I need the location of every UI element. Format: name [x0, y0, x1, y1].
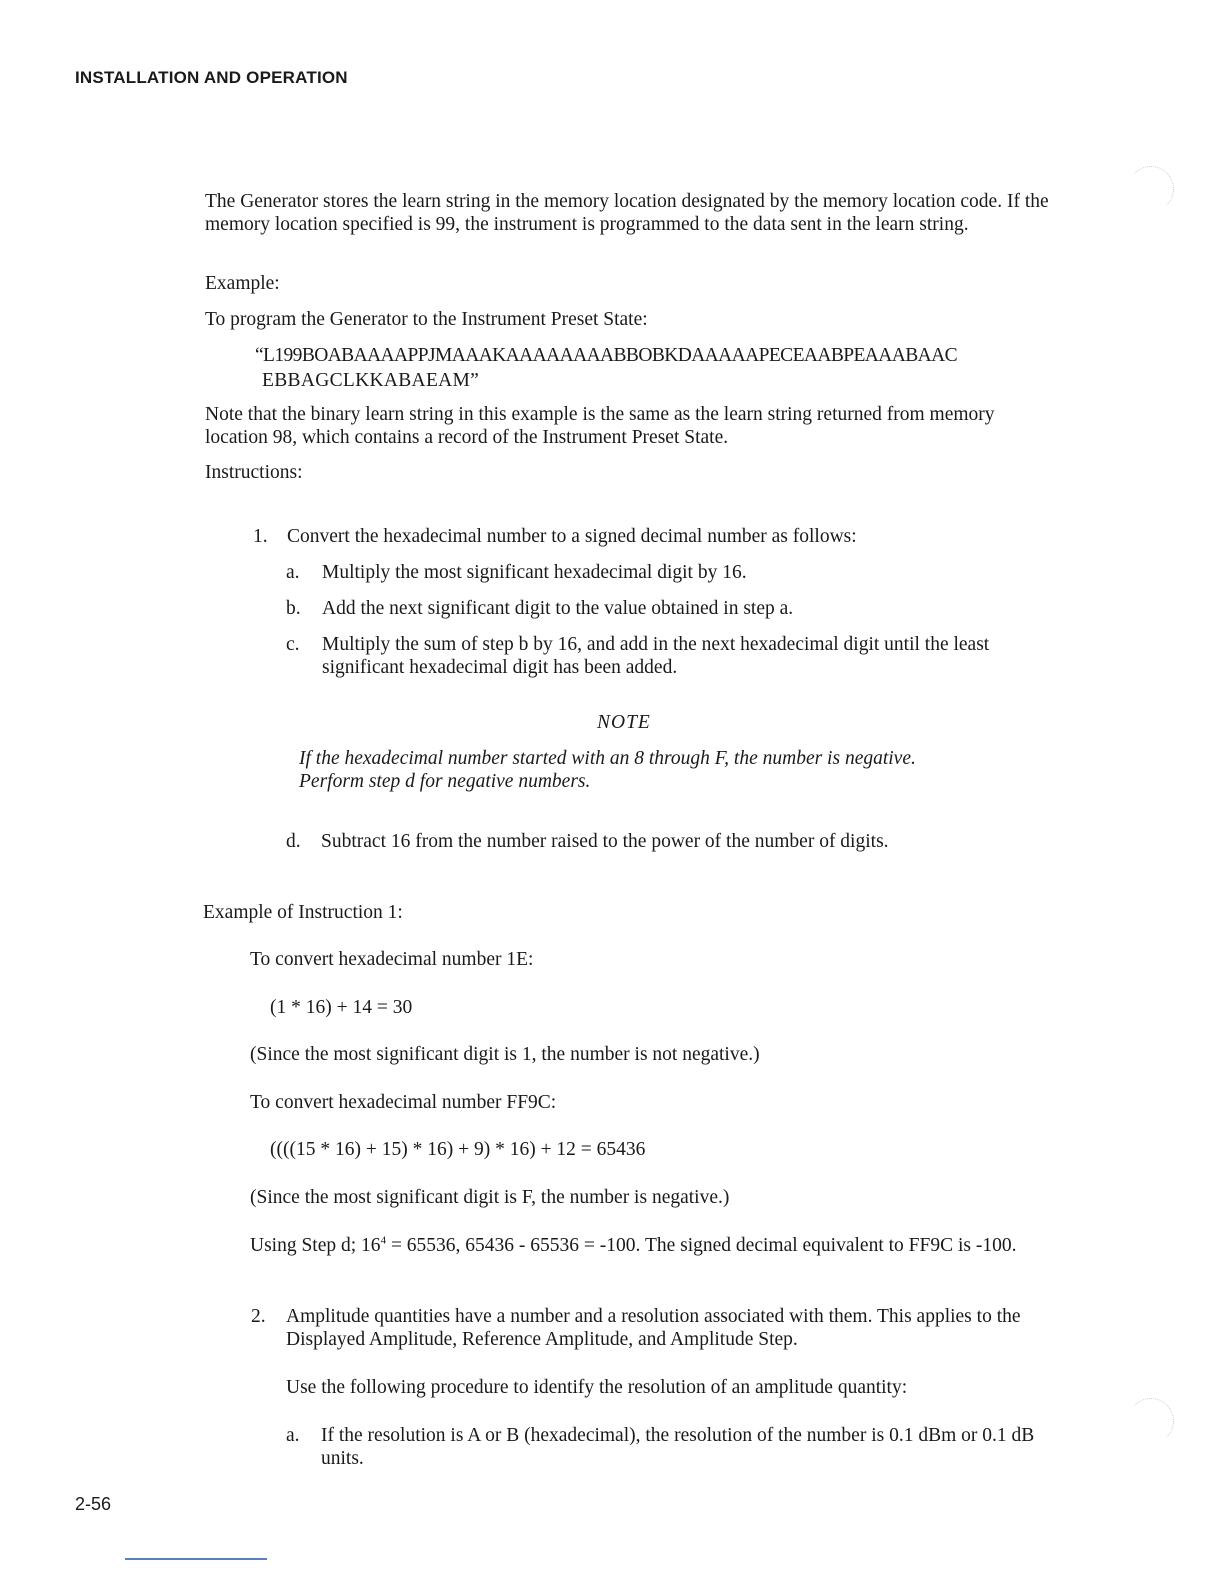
note-text: If the hexadecimal number started with an 8 through F, the number is negative. Perform step d for negative numbers.: [299, 748, 916, 792]
step-1a-text: Multiply the most significant hexadecimal digit by 16.: [322, 562, 747, 583]
step-1c-text: Multiply the sum of step b by 16, and add in the next hexadecimal digit until the least significant hexadecimal digit has been added.: [322, 634, 990, 678]
footer-rule: [125, 1558, 267, 1560]
step-1b-label: b.: [286, 598, 301, 619]
step-1b-text: Add the next significant digit to the value obtained in step a.: [322, 598, 794, 619]
step-2-text: Amplitude quantities have a number and a resolution associated with them. This applies to the Displayed Amplitude, Reference Amplitude, and Amplitude Step.: [286, 1306, 1021, 1350]
learn-string-line-2: EBBAGCLKKABAEAM”: [262, 370, 480, 391]
program-line: To program the Generator to the Instrument Preset State:: [205, 309, 648, 330]
note-ff9c: (Since the most significant digit is F, the number is negative.): [250, 1187, 730, 1208]
step-d-post: = 65536, 65436 - 65536 = -100. The signed decimal equivalent to FF9C is -100.: [386, 1235, 1017, 1256]
step-1d-text: Subtract 16 from the number raised to the power of the number of digits.: [321, 831, 889, 852]
page-number: 2-56: [75, 1494, 112, 1514]
binding-hole-mark: [1128, 1398, 1174, 1444]
formula-1e: (1 * 16) + 14 = 30: [270, 997, 413, 1018]
note-1e: (Since the most significant digit is 1, the number is not negative.): [250, 1044, 760, 1065]
learn-string-line-1: “L199BOABAAAAPPJMAAAKAAAAAAAABBOBKDAAAAAPECEAABPEAAABAAC: [255, 345, 958, 366]
step-2-procedure: Use the following procedure to identify the resolution of an amplitude quantity:: [286, 1377, 908, 1398]
example-label: Example:: [205, 273, 280, 294]
step-1-text: Convert the hexadecimal number to a signed decimal number as follows:: [287, 526, 857, 547]
instructions-label: Instructions:: [205, 462, 303, 483]
step-2-number: 2.: [251, 1306, 266, 1327]
step-1d-label: d.: [286, 831, 301, 852]
step-2a-label: a.: [286, 1425, 300, 1446]
formula-ff9c: ((((15 * 16) + 15) * 16) + 9) * 16) + 12 = 65436: [270, 1139, 646, 1160]
note-paragraph: Note that the binary learn string in this example is the same as the learn string returned from memory location 98, which contains a record of the Instrument Preset State.: [205, 404, 995, 448]
page-header: INSTALLATION AND OPERATION: [75, 68, 348, 87]
step-2a-text: If the resolution is A or B (hexadecimal), the resolution of the number is 0.1 dBm or 0.1 dB units.: [321, 1425, 1035, 1469]
step-d-pre: Using Step d; 16: [250, 1235, 381, 1256]
note-title: NOTE: [597, 712, 651, 733]
step-1c-label: c.: [286, 634, 300, 655]
step-d-calculation: [250, 1234, 1060, 1257]
step-d-exponent: 4: [380, 1234, 387, 1247]
binding-hole-mark: [1128, 166, 1174, 212]
step-1-number: 1.: [253, 526, 268, 547]
step-1a-label: a.: [286, 562, 300, 583]
convert-ff9c-line: To convert hexadecimal number FF9C:: [250, 1092, 557, 1113]
convert-1e-line: To convert hexadecimal number 1E:: [250, 949, 534, 970]
intro-paragraph: The Generator stores the learn string in the memory location designated by the memory location code. If the memory location specified is 99, the instrument is programmed to the data sent in the learn string.: [205, 191, 1049, 235]
example-1-label: Example of Instruction 1:: [203, 902, 403, 923]
